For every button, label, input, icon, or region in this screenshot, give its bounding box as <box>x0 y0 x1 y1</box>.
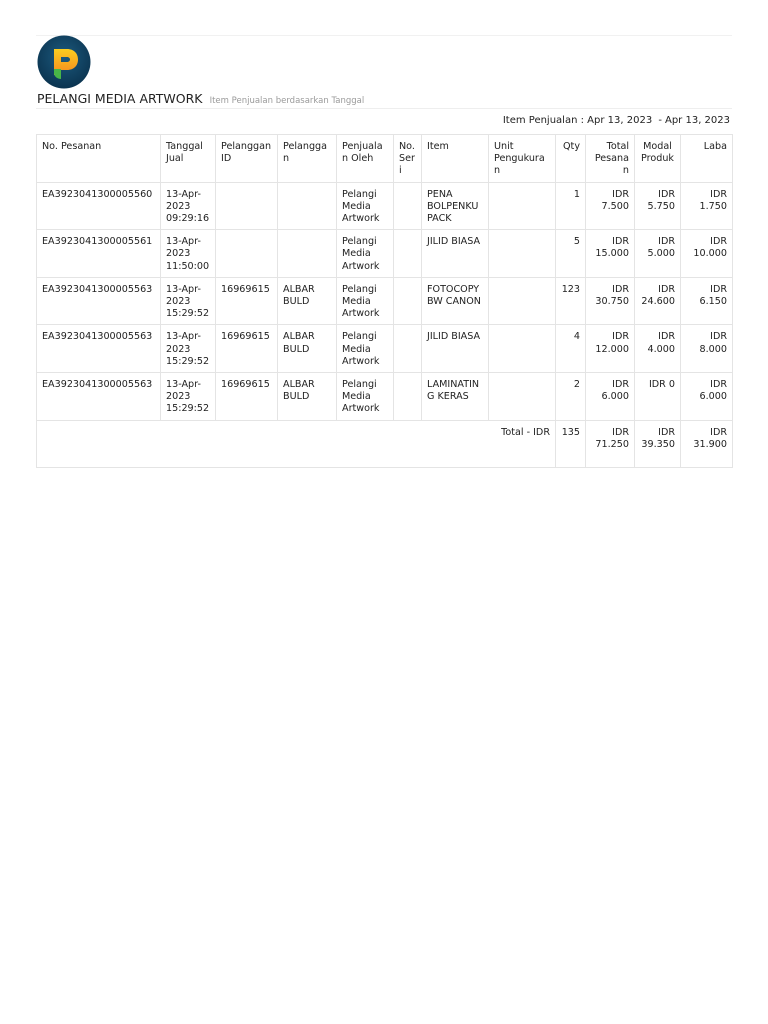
total-laba: IDR 31.900 <box>681 420 733 467</box>
total-total-pesanan: IDR 71.250 <box>586 420 635 467</box>
cell-pelanggan-id <box>216 182 278 230</box>
cell-unit-pengukuran <box>489 373 556 421</box>
cell-qty: 2 <box>556 373 586 421</box>
cell-penjualan-oleh: Pelangi Media Artwork <box>337 230 394 278</box>
table-row <box>37 373 733 421</box>
table-row <box>37 325 733 373</box>
table-header-row <box>37 135 733 183</box>
date-range <box>503 115 730 126</box>
cell-laba: IDR 1.750 <box>681 182 733 230</box>
cell-no-pesanan: EA3923041300005561 <box>37 230 161 278</box>
cell-no-pesanan: EA3923041300005563 <box>37 325 161 373</box>
report-title-row <box>37 88 364 107</box>
cell-laba: IDR 8.000 <box>681 325 733 373</box>
table-row <box>37 182 733 230</box>
date-range-start: Apr 13, 2023 <box>587 115 653 126</box>
total-qty: 135 <box>556 420 586 467</box>
cell-pelanggan-id: 16969615 <box>216 325 278 373</box>
column-header-laba: Laba <box>681 135 733 183</box>
cell-pelanggan-id <box>216 230 278 278</box>
cell-qty: 123 <box>556 277 586 325</box>
cell-tanggal-jual: 13-Apr-2023 09:29:16 <box>161 182 216 230</box>
cell-total-pesanan: IDR 15.000 <box>586 230 635 278</box>
column-header-unit-pengukuran: Unit Pengukuran <box>489 135 556 183</box>
cell-item: LAMINATING KERAS <box>422 373 489 421</box>
cell-modal-produk: IDR 5.750 <box>635 182 681 230</box>
column-header-no-seri: No. Seri <box>394 135 422 183</box>
cell-modal-produk: IDR 5.000 <box>635 230 681 278</box>
column-header-item: Item <box>422 135 489 183</box>
cell-item: FOTOCOPY BW CANON <box>422 277 489 325</box>
date-range-separator: - <box>658 115 662 126</box>
table-row <box>37 230 733 278</box>
column-header-no-pesanan: No. Pesanan <box>37 135 161 183</box>
cell-pelanggan <box>278 182 337 230</box>
column-header-tanggal-jual: Tanggal Jual <box>161 135 216 183</box>
cell-no-seri <box>394 325 422 373</box>
cell-unit-pengukuran <box>489 182 556 230</box>
cell-total-pesanan: IDR 6.000 <box>586 373 635 421</box>
report-subtitle: Item Penjualan berdasarkan Tanggal <box>209 96 365 106</box>
cell-unit-pengukuran <box>489 230 556 278</box>
cell-total-pesanan: IDR 12.000 <box>586 325 635 373</box>
cell-no-pesanan: EA3923041300005563 <box>37 277 161 325</box>
cell-pelanggan: ALBAR BULD <box>278 373 337 421</box>
column-header-penjualan-oleh: Penjualan Oleh <box>337 135 394 183</box>
total-modal-produk: IDR 39.350 <box>635 420 681 467</box>
cell-pelanggan: ALBAR BULD <box>278 277 337 325</box>
cell-laba: IDR 6.150 <box>681 277 733 325</box>
column-header-qty: Qty <box>556 135 586 183</box>
column-header-total-pesanan: Total Pesanan <box>586 135 635 183</box>
cell-unit-pengukuran <box>489 277 556 325</box>
sales-items-table <box>36 134 733 468</box>
cell-modal-produk: IDR 24.600 <box>635 277 681 325</box>
cell-no-pesanan: EA3923041300005563 <box>37 373 161 421</box>
cell-penjualan-oleh: Pelangi Media Artwork <box>337 277 394 325</box>
company-logo-icon <box>37 35 91 89</box>
cell-pelanggan-id: 16969615 <box>216 373 278 421</box>
column-header-modal-produk: Modal Produk <box>635 135 681 183</box>
cell-laba: IDR 10.000 <box>681 230 733 278</box>
cell-total-pesanan: IDR 7.500 <box>586 182 635 230</box>
cell-tanggal-jual: 13-Apr-2023 15:29:52 <box>161 277 216 325</box>
date-range-end: Apr 13, 2023 <box>664 115 730 126</box>
cell-no-seri <box>394 182 422 230</box>
cell-total-pesanan: IDR 30.750 <box>586 277 635 325</box>
cell-tanggal-jual: 13-Apr-2023 11:50:00 <box>161 230 216 278</box>
cell-penjualan-oleh: Pelangi Media Artwork <box>337 373 394 421</box>
cell-qty: 4 <box>556 325 586 373</box>
cell-no-seri <box>394 230 422 278</box>
cell-qty: 1 <box>556 182 586 230</box>
cell-modal-produk: IDR 4.000 <box>635 325 681 373</box>
cell-item: JILID BIASA <box>422 325 489 373</box>
table-row <box>37 277 733 325</box>
cell-no-seri <box>394 373 422 421</box>
cell-tanggal-jual: 13-Apr-2023 15:29:52 <box>161 325 216 373</box>
total-label: Total - IDR <box>37 420 556 467</box>
cell-modal-produk: IDR 0 <box>635 373 681 421</box>
column-header-pelanggan-id: Pelanggan ID <box>216 135 278 183</box>
cell-penjualan-oleh: Pelangi Media Artwork <box>337 182 394 230</box>
cell-qty: 5 <box>556 230 586 278</box>
top-divider <box>36 35 732 36</box>
cell-laba: IDR 6.000 <box>681 373 733 421</box>
cell-no-pesanan: EA3923041300005560 <box>37 182 161 230</box>
cell-no-seri <box>394 277 422 325</box>
date-range-label: Item Penjualan : <box>502 115 584 126</box>
cell-tanggal-jual: 13-Apr-2023 15:29:52 <box>161 373 216 421</box>
cell-item: PENA BOLPENKU PACK <box>422 182 489 230</box>
title-divider <box>36 108 732 109</box>
cell-item: JILID BIASA <box>422 230 489 278</box>
cell-pelanggan: ALBAR BULD <box>278 325 337 373</box>
cell-penjualan-oleh: Pelangi Media Artwork <box>337 325 394 373</box>
cell-unit-pengukuran <box>489 325 556 373</box>
table-total-row <box>37 420 733 467</box>
cell-pelanggan-id: 16969615 <box>216 277 278 325</box>
company-name: PELANGI MEDIA ARTWORK <box>37 91 203 106</box>
cell-pelanggan <box>278 230 337 278</box>
column-header-pelanggan: Pelanggan <box>278 135 337 183</box>
